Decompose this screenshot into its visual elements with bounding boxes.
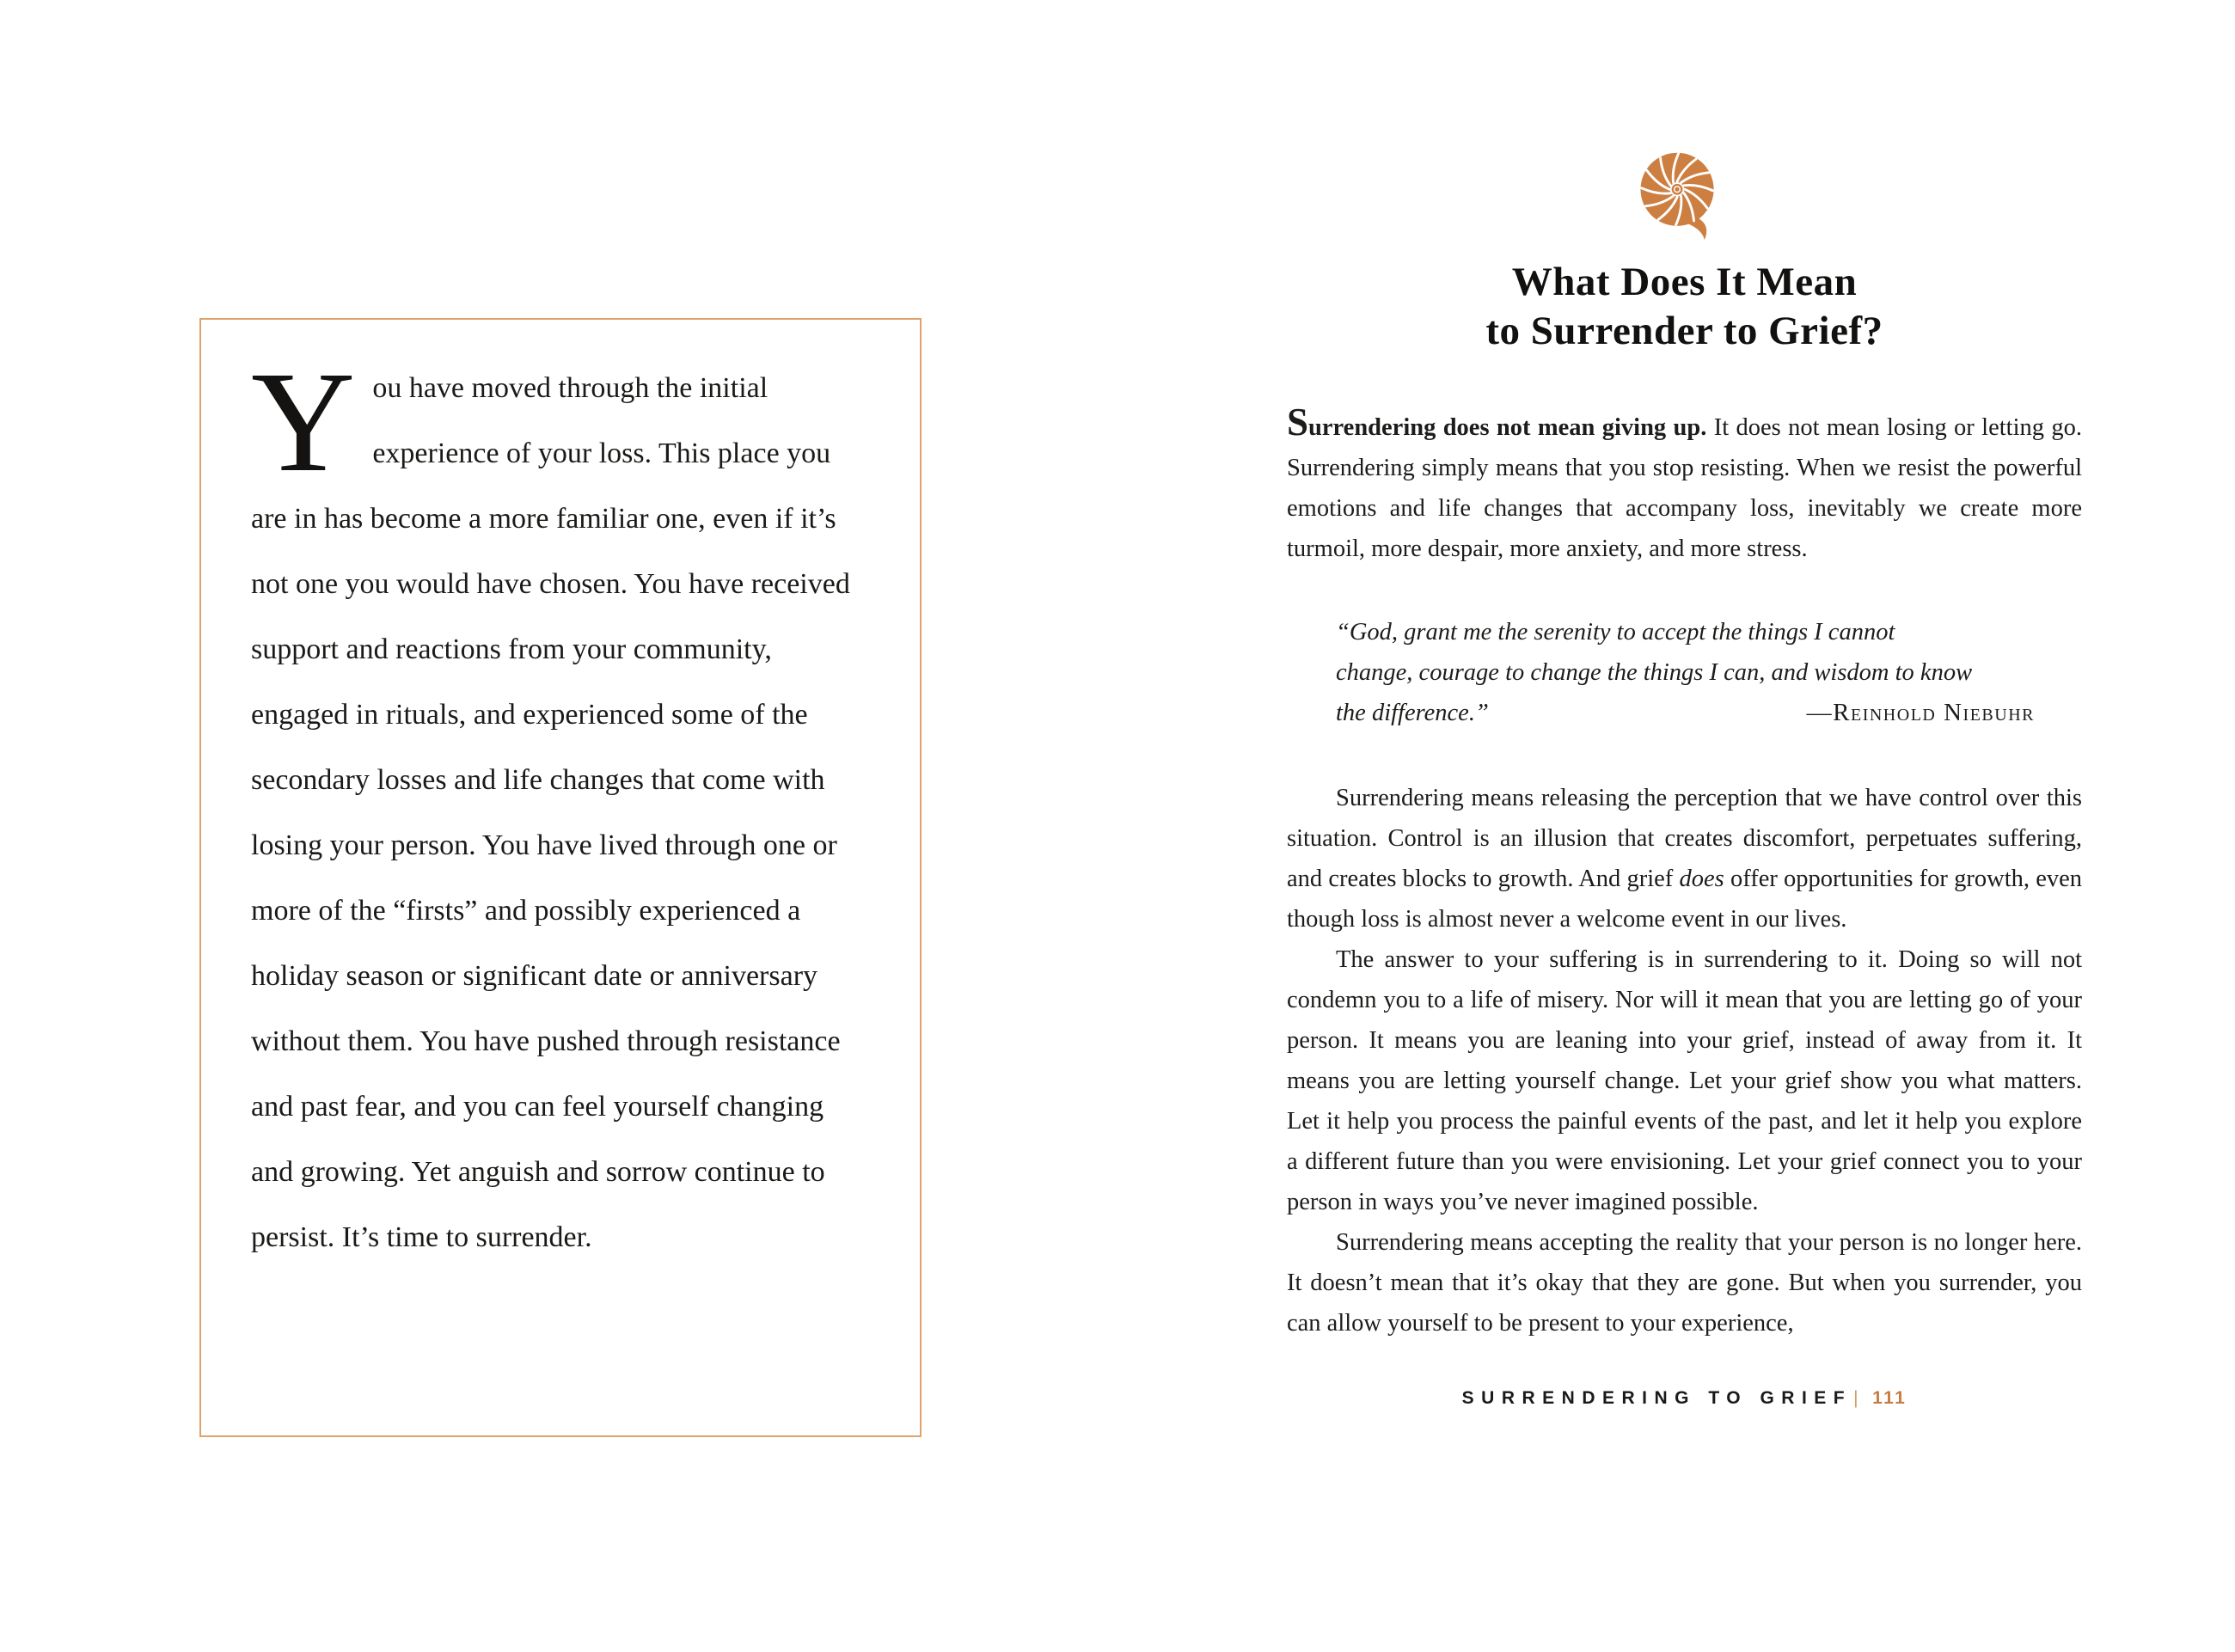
paragraph: Surrendering means accepting the reality that your person is no longer here. It doesn’t mean that it’s okay that they are gone. But when you surrender, you can allow yourself to be present to your experience, bbox=[1287, 1229, 2082, 1337]
dropcap-letter: Y bbox=[251, 342, 356, 502]
quote-attribution: —Reinhold Niebuhr bbox=[1806, 699, 2035, 726]
footer-page-number: 111 bbox=[1872, 1388, 1907, 1408]
chapter-title-line1: What Does It Mean bbox=[1511, 260, 1858, 304]
nautilus-shell-icon bbox=[1637, 144, 1733, 246]
paragraph2-after: offer opportunities for growth, even though loss is almost never a welcome event in our lives. bbox=[1287, 866, 2082, 933]
chapter-page bbox=[1287, 144, 2082, 1409]
excerpt-body: ou have moved through the initial experience of your loss. This place you are in has become a more familiar one, even if it’s not one you would have chosen. You have received support and reactions from your community, engaged in rituals, and experienced some of the secondary losses and life changes that come with losing your person. You have lived through one or more of the “firsts” and possibly experienced a holiday season or significant date or anniversary without them. You have pushed through resistance and past fear, and you can feel yourself changing and growing. Yet anguish and sorrow continue to persist. It’s time to surrender. bbox=[251, 372, 850, 1253]
chapter-title-line2: to Surrender to Grief? bbox=[1485, 309, 1883, 353]
chapter-title bbox=[1287, 258, 2082, 356]
paragraph-lead bbox=[1287, 401, 2082, 569]
lead-capital: S bbox=[1287, 401, 1309, 444]
paragraph2-italic-word: does bbox=[1679, 866, 1724, 892]
paragraph bbox=[1287, 778, 2082, 939]
paragraph2-before: Surrendering means releasing the perception that we have control over this situation. Control is an illusion that creates discomfort, perpetuates suffering, and creates blocks to growth. And grief bbox=[1287, 785, 2082, 892]
footer-running-head: SURRENDERING TO GRIEF bbox=[1461, 1388, 1852, 1408]
lead-rest-text: It does not mean losing or letting go. Surrendering simply means that you stop resisting. When we resist the powerful emotions and life changes that accompany loss, inevitably we create more turmoil, more despair, more anxiety, and more stress. bbox=[1287, 414, 2082, 562]
quote-text: “God, grant me the serenity to accept the things I cannot change, courage to change the things I can, and wisdom to know the difference.” bbox=[1336, 619, 1973, 726]
lead-bold-text: urrendering does not mean giving up. bbox=[1308, 414, 1707, 441]
paragraph: The answer to your suffering is in surrendering to it. Doing so will not condemn you to a life of misery. Nor will it mean that you are letting go of your person. It means you are leaning into your grief, instead of away from it. It means you are letting yourself change. Let your grief show you what matters. Let it help you process the painful events of the past, and let it help you explore a different future than you were envisioning. Let your grief connect you to your person in ways you’ve never imagined possible. bbox=[1287, 946, 2082, 1215]
epigraph-quote bbox=[1336, 612, 2035, 733]
footer-separator: | bbox=[1853, 1388, 1866, 1408]
excerpt-text bbox=[251, 342, 870, 1270]
excerpt-box bbox=[199, 318, 922, 1437]
chapter-body bbox=[1287, 401, 2082, 1343]
running-footer bbox=[1287, 1388, 2082, 1409]
